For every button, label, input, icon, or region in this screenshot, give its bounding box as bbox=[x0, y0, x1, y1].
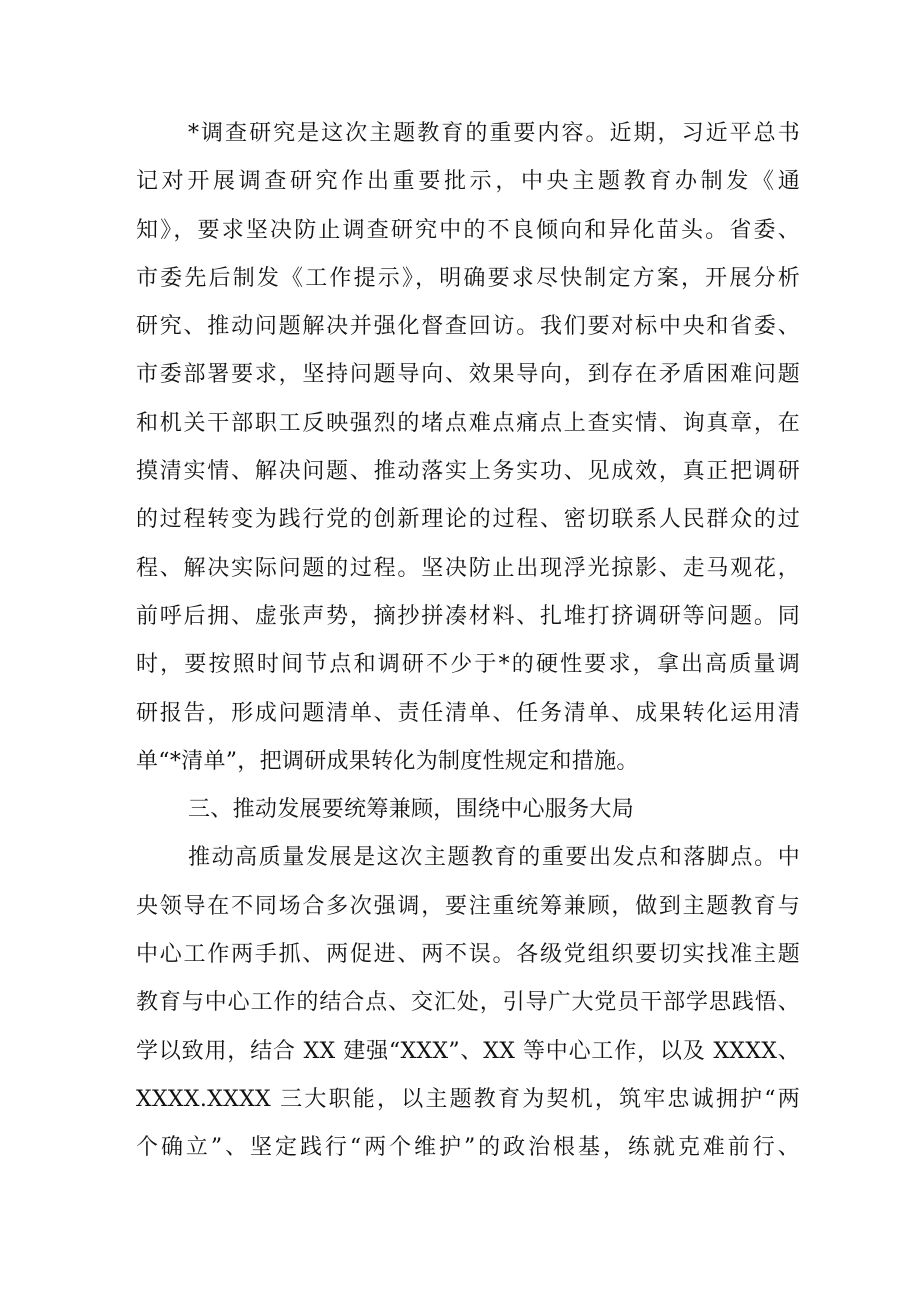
text-line: 程、解决实际问题的过程。坚决防止出现浮光掠影、走马观花， bbox=[136, 555, 800, 581]
section-heading: 三、推动发展要统筹兼顾，围绕中心服务大局 bbox=[188, 797, 635, 823]
text-line: 研究、推动问题解决并强化督查回访。我们要对标中央和省委、 bbox=[136, 314, 800, 340]
text-line: 摸清实情、解决问题、推动落实上务实功、见成效，真正把调研 bbox=[136, 459, 800, 485]
text-line: 研报告，形成问题清单、责任清单、任务清单、成果转化运用清 bbox=[136, 700, 800, 726]
text-line: 记对开展调查研究作出重要批示，中央主题教育办制发《通 bbox=[136, 169, 800, 195]
text-line: 时，要按照时间节点和调研不少于*的硬性要求，拿出高质量调 bbox=[136, 652, 800, 678]
text-line: 和机关干部职工反映强烈的堵点难点痛点上查实情、询真章，在 bbox=[136, 410, 800, 436]
text-line: *调查研究是这次主题教育的重要内容。近期，习近平总书 bbox=[188, 121, 800, 146]
text-line: 知》，要求坚决防止调查研究中的不良倾向和异化苗头。省委、 bbox=[136, 217, 800, 243]
text-line: 个确立”、坚定践行“两个维护”的政治根基，练就克难前行、 bbox=[136, 1135, 800, 1161]
text-line: 推动高质量发展是这次主题教育的重要出发点和落脚点。中 bbox=[188, 845, 800, 871]
text-line: 中心工作两手抓、两促进、两不误。各级党组织要切实找准主题 bbox=[136, 942, 800, 968]
text-line: 前呼后拥、虚张声势，摘抄拼凑材料、扎堆打挤调研等问题。同 bbox=[136, 603, 800, 629]
text-line: 单“*清单”，把调研成果转化为制度性规定和措施。 bbox=[136, 748, 639, 774]
text-line: 市委先后制发《工作提示》，明确要求尽快制定方案，开展分析 bbox=[136, 265, 800, 291]
text-line: 市委部署要求，坚持问题导向、效果导向，到存在矛盾困难问题 bbox=[136, 362, 800, 388]
text-line: 学以致用，结合 XX 建强“XXX”、XX 等中心工作，以及 XXXX、 bbox=[136, 1038, 800, 1064]
text-line: 教育与中心工作的结合点、交汇处，引导广大党员干部学思践悟、 bbox=[136, 990, 800, 1016]
text-line: XXXX.XXXX 三大职能，以主题教育为契机，筑牢忠诚拥护“两 bbox=[136, 1086, 800, 1112]
text-line: 央领导在不同场合多次强调，要注重统筹兼顾，做到主题教育与 bbox=[136, 893, 800, 919]
text-line: 的过程转变为践行党的创新理论的过程、密切联系人民群众的过 bbox=[136, 507, 800, 533]
document-body bbox=[136, 110, 800, 1173]
